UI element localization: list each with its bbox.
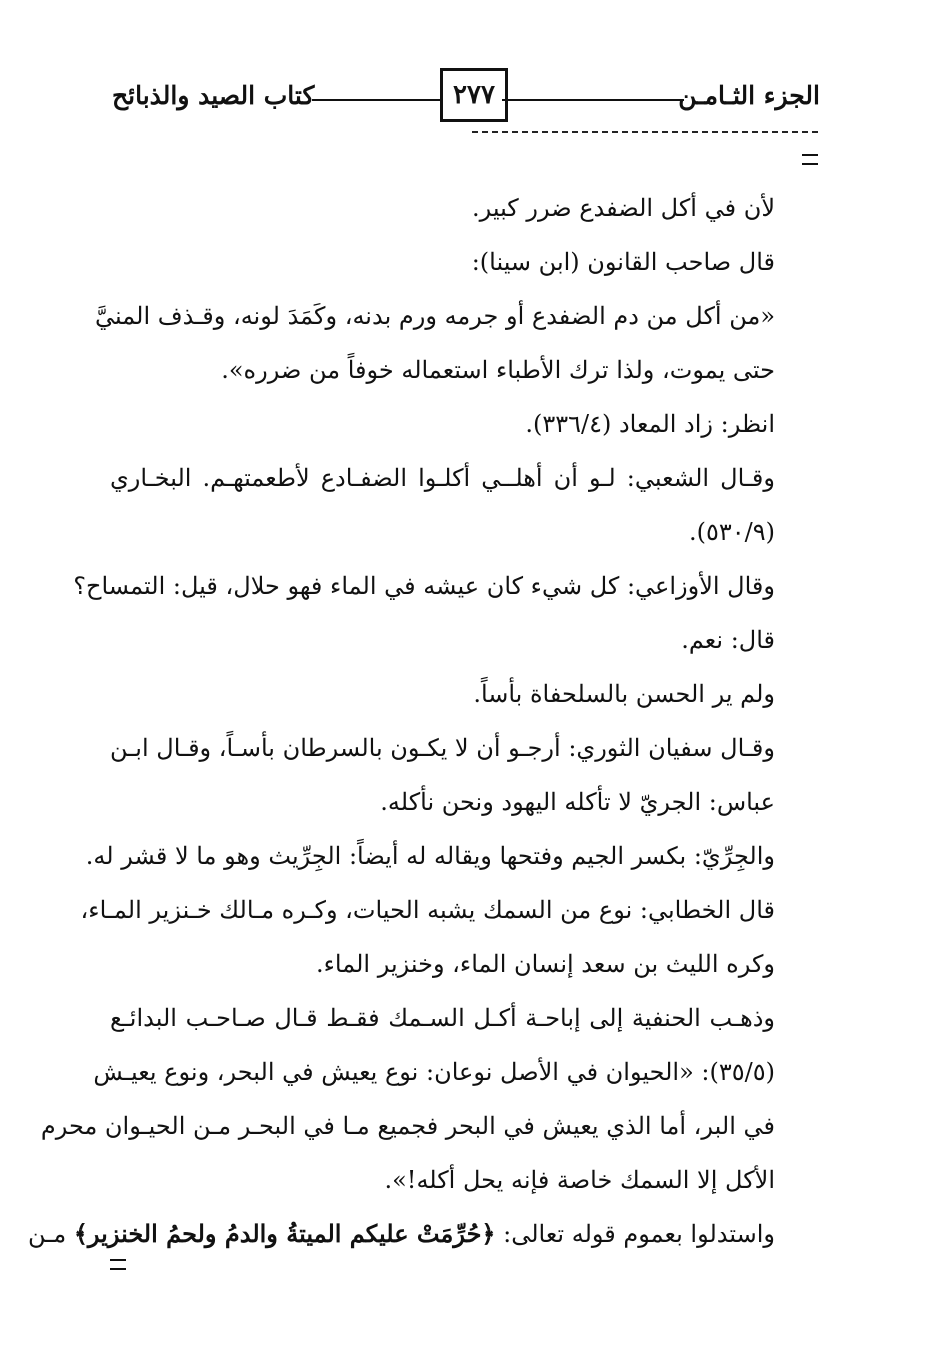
text-line: قال: نعم.	[681, 626, 775, 654]
verse-intro: واستدلوا بعموم قوله تعالى:	[503, 1220, 775, 1248]
header-rule-left	[312, 99, 440, 101]
text-line: في البر، أما الذي يعيش في البحر فجميع مـا في البحـر مـن الحيـوان محرم	[40, 1112, 775, 1140]
text-line: وقال الأوزاعي: كل شيء كان عيشه في الماء فهو حلال، قيل: التمساح؟	[73, 572, 775, 600]
text-line: قال الخطابي: نوع من السمك يشبه الحيات، وكـره مـالك خـنزير المـاء،	[80, 896, 775, 924]
continuation-mark-top	[802, 154, 818, 165]
text-line: والجِرِّيّ: بكسر الجيم وفتحها ويقاله له أيضاً: الجِرِّيث وهو ما لا قشر له.	[85, 842, 775, 870]
text-line: وقـال سفيان الثوري: أرجـو أن لا يكـون بالسرطان بأسـاً، وقـال ابـن	[110, 734, 775, 762]
text-line: وكره الليث بن سعد إنسان الماء، وخنزير الماء.	[315, 950, 775, 978]
text-line: وقـال الشعبي: لـو أن أهلــي أكلـوا الضفـادع لأطعمتهـم. البخـاري	[110, 464, 775, 492]
text-line: الأكل إلا السمك خاصة فإنه يحل أكله!».	[384, 1166, 775, 1194]
continuation-word: مـن	[28, 1220, 67, 1248]
quran-verse: ﴿حُرِّمَتْ عليكم الميتةُ والدمُ ولحمُ الخنزير﴾	[73, 1219, 496, 1248]
header-rule-right	[502, 99, 684, 101]
running-header-part: الجزء الثـامـن	[678, 81, 820, 110]
text-line: «من أكل من دم الضفدع أو جرمه ورم بدنه، وكَمَدَ لونه، وقـذف المنيَّ	[95, 302, 775, 330]
continuation-mark-bottom	[110, 1259, 126, 1270]
text-line: (٣٥/٥): «الحيوان في الأصل نوعان: نوع يعيش في البحر، ونوع يعيـش	[93, 1058, 775, 1086]
text-line: ولم ير الحسن بالسلحفاة بأساً.	[473, 680, 775, 708]
page-number-box: ٢٧٧	[440, 68, 508, 122]
text-line: لأن في أكل الضفدع ضرر كبير.	[471, 194, 775, 222]
text-line: قال صاحب القانون (ابن سينا):	[471, 248, 775, 276]
text-line: عباس: الجريّ لا تأكله اليهود ونحن نأكله.	[380, 788, 775, 816]
text-line: وذهـب الحنفية إلى إباحـة أكـل السـمك فقـط قـال صـاحـب البدائـع	[110, 1004, 775, 1032]
text-line: (٥٣٠/٩).	[688, 518, 775, 546]
header-dashed-separator	[472, 131, 818, 133]
running-header-book: كتاب الصيد والذبائح	[112, 81, 315, 110]
text-line-last	[28, 1214, 775, 1254]
text-line: انظر: زاد المعاد (٣٣٦/٤).	[525, 410, 775, 438]
text-line: حتى يموت، ولذا ترك الأطباء استعماله خوفاً من ضرره».	[221, 356, 775, 384]
